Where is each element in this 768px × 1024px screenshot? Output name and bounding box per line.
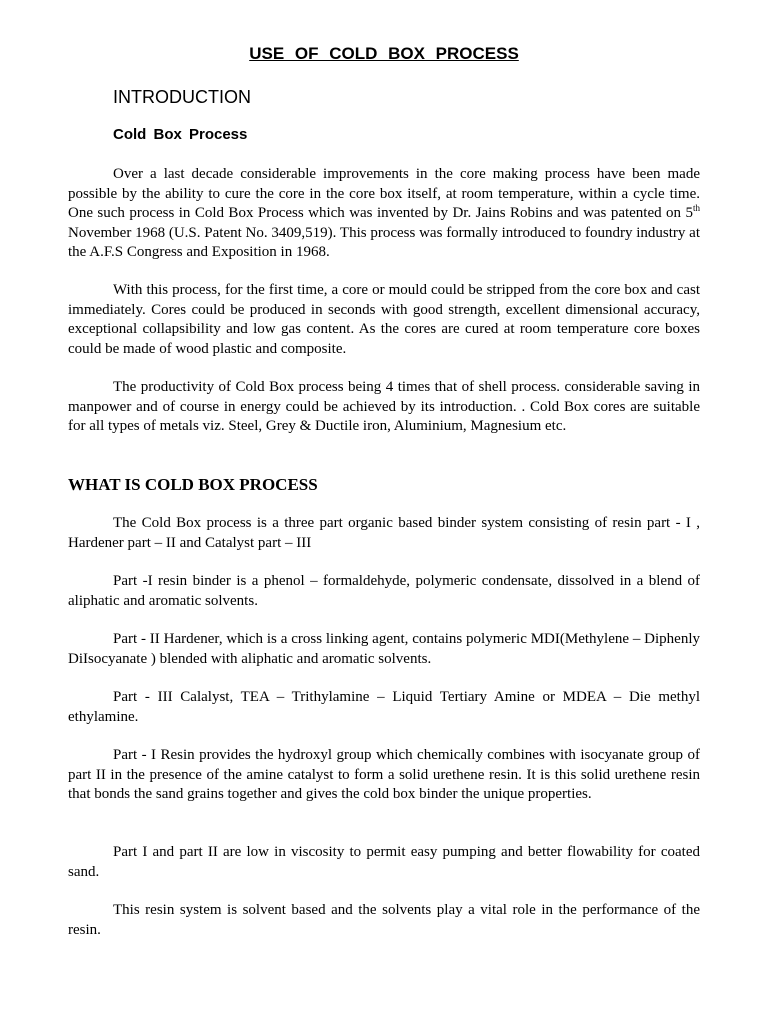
intro-paragraph-3: The productivity of Cold Box process being 4 times that of shell process. considerable saving in manpower and of course in energy could be achieved by its introduction. . Cold Box cores are suitable for all types of metals viz. Steel, Grey & Ductile iron, Aluminium, Magnesium etc. xyxy=(68,379,700,434)
section-paragraph-5: Part - I Resin provides the hydroxyl group which chemically combines with isocyanate group of part II in the presence of the amine catalyst to form a solid urethene resin. It is this solid urethene resin that bonds the sand grains together and gives the cold box binder the unique properties. xyxy=(68,747,700,802)
cold-box-subheading: Cold Box Process xyxy=(113,126,248,143)
section-paragraph-1: The Cold Box process is a three part organic based binder system consisting of resin part - I , Hardener part – II and Catalyst part – III xyxy=(68,515,700,551)
ordinal-superscript: th xyxy=(692,203,700,213)
section-paragraph-7: This resin system is solvent based and the solvents play a vital role in the performance of the resin. xyxy=(68,902,700,938)
section-paragraph-3: Part - II Hardener, which is a cross linking agent, contains polymeric MDI(Methylene – Diphenly DiIsocyanate ) blended with aliphatic and aromatic solvents. xyxy=(68,631,700,667)
intro-paragraph-1 xyxy=(68,165,700,263)
section-paragraph-6: Part I and part II are low in viscosity to permit easy pumping and better flowability for coated sand. xyxy=(68,844,700,880)
section-paragraph-4: Part - III Calalyst, TEA – Trithylamine – Liquid Tertiary Amine or MDEA – Die methyl ethylamine. xyxy=(68,689,700,725)
intro-paragraph-1-text-b: November 1968 (U.S. Patent No. 3409,519). This process was formally introduced to foundry industry at the A.F.S Congress and Exposition in 1968. xyxy=(68,224,700,260)
section-paragraph-2: Part -I resin binder is a phenol – formaldehyde, polymeric condensate, dissolved in a blend of aliphatic and aromatic solvents. xyxy=(68,573,700,609)
intro-paragraph-2: With this process, for the first time, a core or mould could be stripped from the core box and cast immediately. Cores could be produced in seconds with good strength, excellent dimensional accuracy, exceptional collapsibility and low gas content. As the cores are cured at room temperature core boxes could be made of wood plastic and composite. xyxy=(68,282,700,357)
section-heading: WHAT IS COLD BOX PROCESS xyxy=(68,475,318,494)
intro-paragraph-1-text-a: Over a last decade considerable improvements in the core making process have been made possible by the ability to cure the core in the core box itself, at room temperature, within a cycle time. One such process in Cold Box Process which was invented by Dr. Jains Robins and was patented on 5 xyxy=(68,166,700,221)
introduction-heading: INTRODUCTION xyxy=(113,87,251,107)
document-title: USE OF COLD BOX PROCESS xyxy=(249,44,519,63)
